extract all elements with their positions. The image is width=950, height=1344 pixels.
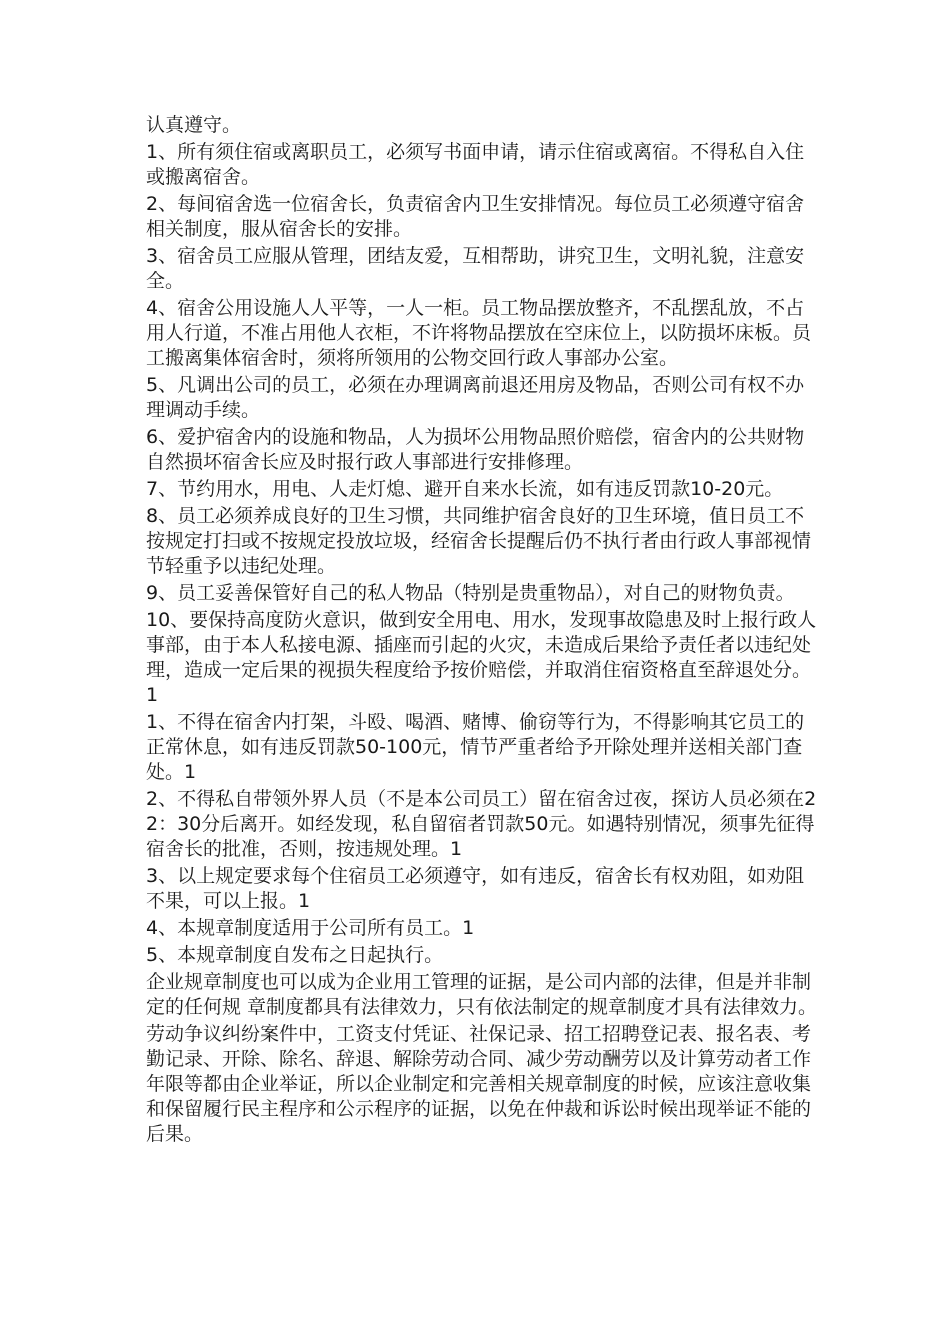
paragraph-prohibition-1: 1、不得在宿舍内打架，斗殴、喝酒、赌博、偷窃等行为，不得影响其它员工的正常休息，如有违反罚款50-100元，情节严重者给予开除处理并送相关部门查处。1 bbox=[146, 711, 805, 783]
paragraph-prohibition-2: 2、不得私自带领外界人员（不是本公司员工）留在宿舍过夜，探访人员必须在22：30分后离开。如经发现，私自留宿者罚款50元。如遇特别情况，须事先征得宿舍长的批准，否则，按违规处理。1 bbox=[146, 788, 817, 860]
paragraph-rule-2: 2、每间宿舍选一位宿舍长，负责宿舍内卫生安排情况。每位员工必须遵守宿舍相关制度，服从宿舍长的安排。 bbox=[146, 193, 805, 240]
paragraph-rule-10: 10、要保持高度防火意识，做到安全用电、用水，发现事故隐患及时上报行政人事部，由于本人私接电源、插座而引起的火灾，未造成后果给予责任者以违纪处理，造成一定后果的视损失程度给予按价赔偿，并取消住宿资格直至辞退处分。1 bbox=[146, 609, 817, 706]
paragraph-rule-6: 6、爱护宿舍内的设施和物品，人为损坏公用物品照价赔偿，宿舍内的公共财物自然损坏宿舍长应及时报行政人事部进行安排修理。 bbox=[146, 426, 805, 473]
paragraph-prohibition-4: 4、本规章制度适用于公司所有员工。1 bbox=[146, 917, 475, 939]
paragraph-evidence-note: 劳动争议纠纷案件中，工资支付凭证、社保记录、招工招聘登记表、报名表、考勤记录、开除、除名、辞退、解除劳动合同、减少劳动酬劳以及计算劳动者工作年限等都由企业举证，所以企业制定和完善相关规章制度的时候，应该注意收集和保留履行民主程序和公示程序的证据，以免在仲裁和诉讼时候出现举证不能的后果。 bbox=[146, 1023, 812, 1145]
paragraph-prohibition-3: 3、以上规定要求每个住宿员工必须遵守，如有违反，宿舍长有权劝阻，如劝阻不果，可以上报。1 bbox=[146, 865, 805, 912]
document-body bbox=[146, 113, 822, 1149]
paragraph-rule-8: 8、员工必须养成良好的卫生习惯，共同维护宿舍良好的卫生环境，值日员工不按规定打扫或不按规定投放垃圾，经宿舍长提醒后仍不执行者由行政人事部视情节轻重予以违纪处理。 bbox=[146, 505, 812, 577]
paragraph-intro: 认真遵守。 bbox=[146, 114, 242, 136]
paragraph-rule-1: 1、所有须住宿或离职员工，必须写书面申请，请示住宿或离宿。不得私自入住或搬离宿舍。 bbox=[146, 141, 805, 188]
paragraph-prohibition-5: 5、本规章制度自发布之日起执行。 bbox=[146, 944, 444, 966]
paragraph-legal-note: 企业规章制度也可以成为企业用工管理的证据，是公司内部的法律，但是并非制定的任何规 章制度都具有法律效力，只有依法制定的规章制度才具有法律效力。 bbox=[146, 971, 818, 1018]
paragraph-rule-7: 7、节约用水，用电、人走灯熄、避开自来水长流，如有违反罚款10-20元。 bbox=[146, 478, 784, 500]
paragraph-rule-4: 4、宿舍公用设施人人平等，一人一柜。员工物品摆放整齐，不乱摆乱放，不占用人行道，不准占用他人衣柜，不许将物品摆放在空床位上，以防损坏床板。员工搬离集体宿舍时，须将所领用的公物交回行政人事部办公室。 bbox=[146, 297, 812, 369]
paragraph-rule-9: 9、员工妥善保管好自己的私人物品（特别是贵重物品），对自己的财物负责。 bbox=[146, 582, 795, 604]
paragraph-rule-5: 5、凡调出公司的员工，必须在办理调离前退还用房及物品，否则公司有权不办理调动手续。 bbox=[146, 374, 805, 421]
paragraph-rule-3: 3、宿舍员工应服从管理，团结友爱，互相帮助，讲究卫生，文明礼貌，注意安全。 bbox=[146, 245, 805, 292]
